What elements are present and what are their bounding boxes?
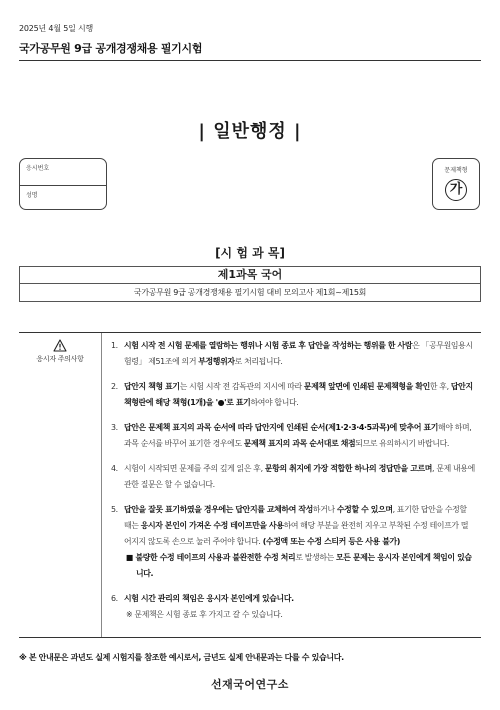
notice-item: 6. 시험 시간 관리의 책임은 응시자 본인에게 있습니다. ※ 문제책은 시험 종료 후 가지고 갈 수 있습니다. bbox=[111, 591, 475, 623]
notice-item: 1. 시험 시작 전 시험 문제를 열람하는 행위나 시험 종료 후 답안을 작성하는 행위를 한 사람은 「공무원임용시험령」 제51조에 의거 부정행위자로 처리됩니다. bbox=[111, 341, 473, 366]
candidate-id-field[interactable] bbox=[20, 159, 106, 185]
publisher-name: 선재국어연구소 bbox=[211, 678, 289, 691]
header-divider bbox=[19, 60, 481, 61]
disclaimer-text: ※ 본 안내문은 과년도 실제 시험지를 참조한 예시로서, 금년도 실제 안내문과는 다를 수 있습니다. bbox=[19, 653, 344, 662]
subject-title: 제1과목 국어 bbox=[20, 267, 480, 284]
subject-heading: [시 험 과 목] bbox=[215, 246, 285, 260]
notice-section bbox=[19, 332, 481, 638]
exam-name: 국가공무원 9급 공개경쟁채용 필기시험 bbox=[19, 42, 203, 55]
booklet-type-box bbox=[432, 158, 480, 210]
notice-header bbox=[19, 333, 102, 637]
booklet-type-label: 문제책형 bbox=[444, 167, 468, 174]
notice-item: 2. 답안지 책형 표기는 시험 시작 전 감독관의 지시에 따라 문제책 앞면에 인쇄된 문제책형을 확인한 후, 답안지 책형란에 해당 책형(1개)을 '●'로 표기하여야 합니다. bbox=[111, 382, 473, 407]
notice-list bbox=[111, 338, 475, 632]
candidate-name-label: 성명 bbox=[26, 192, 38, 199]
notice-item: 4. 시험이 시작되면 문제를 주의 깊게 읽은 후, 문항의 취지에 가장 적합한 하나의 정답만을 고르며, 문제 내용에 관한 질문은 할 수 없습니다. bbox=[111, 464, 475, 489]
notice-subitem: ※ 문제책은 시험 종료 후 가지고 갈 수 있습니다. bbox=[126, 610, 283, 619]
warning-icon bbox=[53, 339, 67, 352]
notice-label: 응시자 주의사항 bbox=[36, 355, 84, 363]
track-title: | 일반행정 | bbox=[198, 121, 302, 142]
exam-date: 2025년 4월 5일 시행 bbox=[19, 24, 94, 33]
subject-box bbox=[19, 266, 481, 302]
notice-item: 3. 답안은 문제책 표지의 과목 순서에 따라 답안지에 인쇄된 순서(제1·2·3·4·5과목)에 맞추어 표기해야 하며, 과목 순서를 바꾸어 표기한 경우에도 문제책 표지의 과목 순서대로 채점되므로 유의하시기 바랍니다. bbox=[111, 423, 472, 448]
candidate-name-field[interactable] bbox=[20, 185, 106, 210]
notice-subitem: ■ 불량한 수정 테이프의 사용과 불완전한 수정 처리로 발생하는 모든 문제는 응시자 본인에게 책임이 있습니다. bbox=[126, 553, 472, 578]
candidate-id-label: 응시번호 bbox=[26, 165, 50, 172]
notice-item: 5. 답안을 잘못 표기하였을 경우에는 답안지를 교체하여 작성하거나 수정할 수 있으며, 표기한 답안을 수정할 때는 응시자 본인이 가져온 수정 테이프만을 사용하여 해당 부분을 완전히 지우고 부착된 수정 테이프가 떨어지지 않도록 손으로 눌러 주어야 합니다. (수정액 또는 수정 스티커 등은 사용 불가) ■ 불량한 수정 테이프의 사용과 불완전한 수정 처리로 발생하는 모든 문제는 응시자 본인에게 책임이 있습니다. bbox=[111, 502, 475, 582]
subject-description: 국가공무원 9급 공개경쟁채용 필기시험 대비 모의고사 제1회~제15회 bbox=[133, 288, 367, 297]
candidate-info-box bbox=[19, 158, 107, 210]
booklet-type-badge: 가 bbox=[445, 179, 467, 201]
